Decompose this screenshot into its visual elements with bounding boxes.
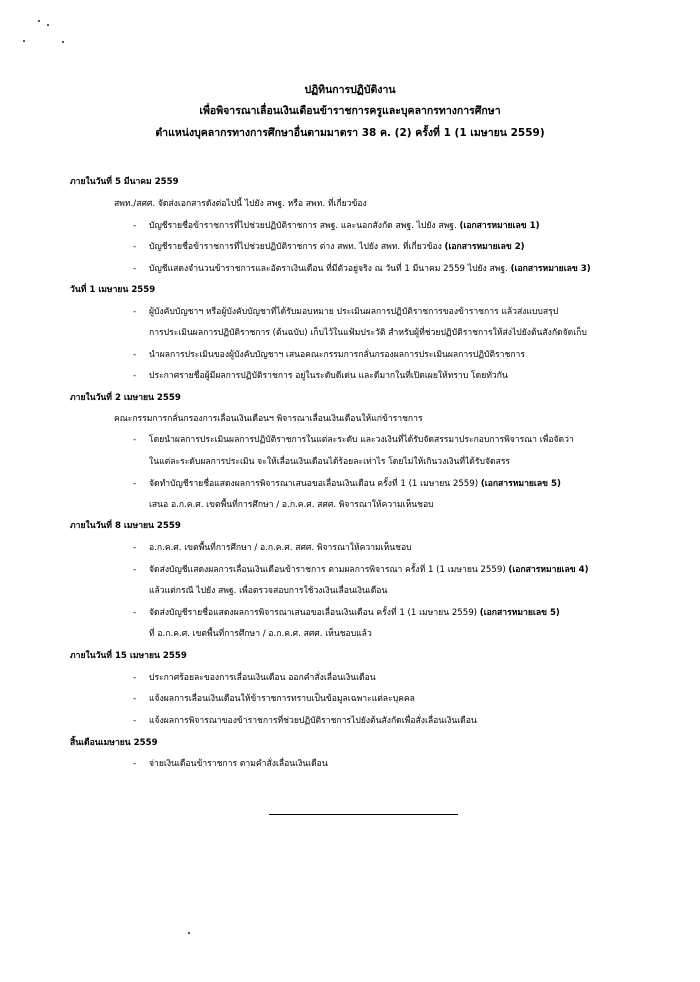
- bullet-item: - แจ้งผลการเลื่อนเงินเดือนให้ข้าราชการทราบเป็นข้อมูลเฉพาะแต่ละบุคคล: [133, 694, 415, 704]
- section-heading: ภายในวันที่ 2 เมษายน 2559: [70, 393, 181, 403]
- bullet-item: - จัดทำบัญชีรายชื่อแสดงผลการพิจารณาเสนอขอเลื่อนเงินเดือน ครั้งที่ 1 (1 เมษายน 2559) (เอกสารหมายเลข 5): [133, 479, 561, 489]
- bullet-item: - อ.ก.ค.ศ. เขตพื้นที่การศึกษา / อ.ก.ค.ศ. สศศ. พิจารณาให้ความเห็นชอบ: [133, 543, 412, 553]
- document-subtitle-position: ตำแหน่งบุคลากรทางการศึกษาอื่นตามมาตรา 38 ค. (2) ครั้งที่ 1 (1 เมษายน 2559): [155, 127, 545, 139]
- bullet-item: - บัญชีรายชื่อข้าราชการที่ไปช่วยปฏิบัติราชการ สพฐ. และนอกสังกัด สพฐ. ไปยัง สพฐ. (เอกสารหมายเลข 1): [133, 221, 540, 231]
- bullet-item: - จัดส่งบัญชีรายชื่อแสดงผลการพิจารณาเสนอขอเลื่อนเงินเดือน ครั้งที่ 1 (1 เมษายน 2559) (เอกสารหมายเลข 5): [133, 608, 560, 618]
- scan-speck: [62, 41, 64, 43]
- section-heading: สิ้นเดือนเมษายน 2559: [70, 738, 158, 748]
- bullet-item: - โดยนำผลการประเมินผลการปฏิบัติราชการในแต่ละระดับ และวงเงินที่ได้รับจัดสรรมาประกอบการพิจารณา เพื่อจัดว่า: [133, 435, 574, 445]
- section-intro: คณะกรรมการกลั่นกรองการเลื่อนเงินเดือนฯ พิจารณาเลื่อนเงินเดือนให้แก่ข้าราชการ: [114, 414, 423, 424]
- document-title: ปฏิทินการปฏิบัติงาน: [304, 84, 396, 96]
- bullet-continuation: ในแต่ละระดับผลการประเมิน จะให้เลื่อนเงินเดือนได้ร้อยละเท่าไร โดยไม่ให้เกินวงเงินที่ได้รับจัดสรร: [149, 457, 511, 467]
- bullet-item: - แจ้งผลการพิจารณาของข้าราชการที่ช่วยปฏิบัติราชการไปยังต้นสังกัดเพื่อสั่งเลื่อนเงินเดือน: [133, 716, 477, 726]
- bullet-item: - จ่ายเงินเดือนข้าราชการ ตามคำสั่งเลื่อนเงินเดือน: [133, 759, 328, 769]
- section-heading: ภายในวันที่ 15 เมษายน 2559: [70, 651, 187, 661]
- scan-speck: [47, 24, 49, 26]
- document-subtitle: เพื่อพิจารณาเลื่อนเงินเดือนข้าราชการครูและบุคลากรทางการศึกษา: [199, 105, 501, 117]
- bullet-item: - บัญชีแสดงจำนวนข้าราชการและอัตราเงินเดือน ที่มีตัวอยู่จริง ณ วันที่ 1 มีนาคม 2559 ไปยัง สพฐ. (เอกสารหมายเลข 3): [133, 264, 591, 274]
- scan-speck: [23, 40, 25, 42]
- section-heading: ภายในวันที่ 5 มีนาคม 2559: [70, 177, 179, 187]
- bullet-item: - นำผลการประเมินของผู้บังคับบัญชาฯ เสนอคณะกรรมการกลั่นกรองผลการประเมินผลการปฏิบัติราชการ: [133, 350, 525, 360]
- section-heading: วันที่ 1 เมษายน 2559: [70, 285, 156, 295]
- bullet-item: - ประกาศร้อยละของการเลื่อนเงินเดือน ออกคำสั่งเลื่อนเงินเดือน: [133, 673, 376, 683]
- closing-divider: [269, 814, 458, 815]
- bullet-continuation: ที่ อ.ก.ค.ศ. เขตพื้นที่การศึกษา / อ.ก.ค.ศ. สศศ. เห็นชอบแล้ว: [149, 629, 372, 639]
- bullet-item: - บัญชีรายชื่อข้าราชการที่ไปช่วยปฏิบัติราชการ ต่าง สพท. ไปยัง สพท. ที่เกี่ยวข้อง (เอกสารหมายเลข 2): [133, 242, 525, 252]
- scan-speck: [188, 932, 190, 934]
- bullet-item: - ผู้บังคับบัญชาฯ หรือผู้บังคับบัญชาที่ได้รับมอบหมาย ประเมินผลการปฏิบัติราชการของข้าราชการ แล้วส่งแบบสรุป: [133, 307, 559, 317]
- scan-speck: [38, 20, 40, 22]
- bullet-item: - ประกาศรายชื่อผู้มีผลการปฏิบัติราชการ อยู่ในระดับดีเด่น และดีมากในที่เปิดเผยให้ทราบ โดยทั่วกัน: [133, 371, 508, 381]
- bullet-continuation: เสนอ อ.ก.ค.ศ. เขตพื้นที่การศึกษา / อ.ก.ค.ศ. สศศ. พิจารณาให้ความเห็นชอบ: [149, 500, 434, 510]
- bullet-item: - จัดส่งบัญชีแสดงผลการเลื่อนเงินเดือนข้าราชการ ตามผลการพิจารณา ครั้งที่ 1 (1 เมษายน 2559) (เอกสารหมายเลข 4): [133, 565, 589, 575]
- bullet-continuation: แล้วแต่กรณี ไปยัง สพฐ. เพื่อตรวจสอบการใช้วงเงินเลื่อนเงินเดือน: [149, 586, 388, 596]
- section-intro: สพท./สศศ. จัดส่งเอกสารดังต่อไปนี้ ไปยัง สพฐ. หรือ สพท. ที่เกี่ยวข้อง: [114, 199, 367, 209]
- section-heading: ภายในวันที่ 8 เมษายน 2559: [70, 521, 181, 531]
- bullet-continuation: การประเมินผลการปฏิบัติราชการ (ต้นฉบับ) เก็บไว้ในแฟ้มประวัติ สำหรับผู้ที่ช่วยปฏิบัติราชการให้ส่งไปยังต้นสังกัดจัดเก็บ: [149, 328, 587, 338]
